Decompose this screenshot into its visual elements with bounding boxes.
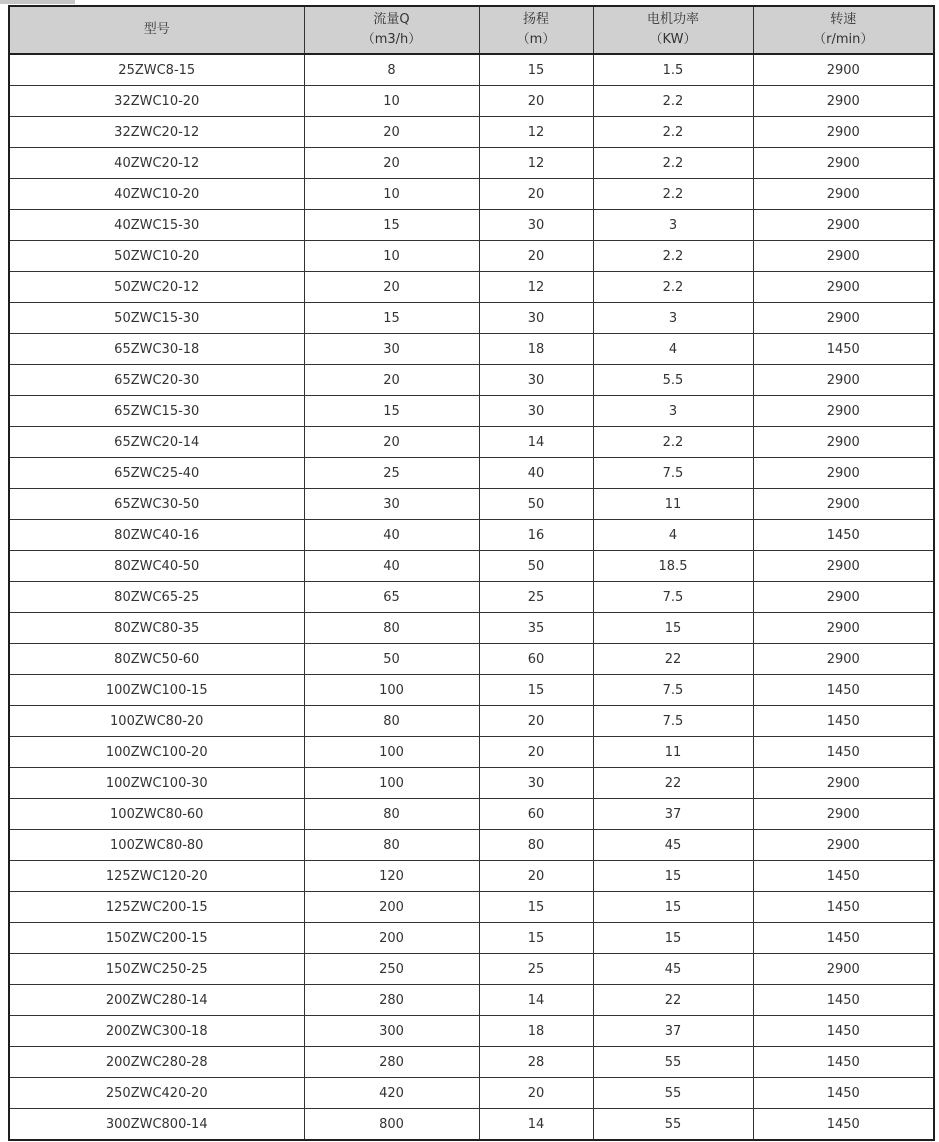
table-row <box>9 458 934 489</box>
cell-head: 80 <box>479 830 593 861</box>
cell-flow: 200 <box>304 892 479 923</box>
cell-head: 50 <box>479 489 593 520</box>
cell-power: 45 <box>593 830 753 861</box>
cell-flow: 120 <box>304 861 479 892</box>
cell-head: 40 <box>479 458 593 489</box>
cell-speed: 2900 <box>753 954 934 985</box>
cell-head: 12 <box>479 117 593 148</box>
cell-power: 18.5 <box>593 551 753 582</box>
cell-speed: 2900 <box>753 148 934 179</box>
cell-speed: 2900 <box>753 365 934 396</box>
cell-speed: 1450 <box>753 923 934 954</box>
cell-model: 25ZWC8-15 <box>9 54 304 86</box>
cell-power: 22 <box>593 985 753 1016</box>
cell-head: 60 <box>479 799 593 830</box>
header-speed-label: 转速 <box>830 12 857 27</box>
cell-head: 18 <box>479 1016 593 1047</box>
cell-model: 65ZWC15-30 <box>9 396 304 427</box>
cell-model: 250ZWC420-20 <box>9 1078 304 1109</box>
cell-power: 2.2 <box>593 117 753 148</box>
cell-model: 65ZWC20-30 <box>9 365 304 396</box>
cell-flow: 800 <box>304 1109 479 1141</box>
header-speed <box>753 6 934 54</box>
cell-flow: 10 <box>304 179 479 210</box>
cell-head: 18 <box>479 334 593 365</box>
cell-model: 40ZWC15-30 <box>9 210 304 241</box>
cell-power: 3 <box>593 210 753 241</box>
cell-flow: 30 <box>304 334 479 365</box>
cell-flow: 20 <box>304 272 479 303</box>
cell-model: 80ZWC40-50 <box>9 551 304 582</box>
cell-power: 7.5 <box>593 706 753 737</box>
cell-head: 20 <box>479 1078 593 1109</box>
cell-model: 50ZWC15-30 <box>9 303 304 334</box>
cell-model: 32ZWC10-20 <box>9 86 304 117</box>
table-row <box>9 210 934 241</box>
cell-flow: 200 <box>304 923 479 954</box>
cell-speed: 2900 <box>753 458 934 489</box>
cell-power: 55 <box>593 1047 753 1078</box>
header-flow-label: 流量Q <box>373 12 410 27</box>
cell-speed: 2900 <box>753 86 934 117</box>
cell-model: 40ZWC20-12 <box>9 148 304 179</box>
cell-power: 2.2 <box>593 427 753 458</box>
table-row <box>9 675 934 706</box>
cell-speed: 1450 <box>753 1016 934 1047</box>
table-row <box>9 334 934 365</box>
table-row <box>9 179 934 210</box>
cell-flow: 10 <box>304 241 479 272</box>
cell-flow: 10 <box>304 86 479 117</box>
top-left-artifact-strip <box>0 0 75 4</box>
table-row <box>9 117 934 148</box>
cell-model: 65ZWC30-50 <box>9 489 304 520</box>
cell-head: 20 <box>479 861 593 892</box>
header-model-label: 型号 <box>143 22 170 37</box>
cell-model: 125ZWC200-15 <box>9 892 304 923</box>
cell-model: 100ZWC80-20 <box>9 706 304 737</box>
cell-speed: 1450 <box>753 1078 934 1109</box>
cell-power: 55 <box>593 1078 753 1109</box>
table-row <box>9 1078 934 1109</box>
cell-flow: 250 <box>304 954 479 985</box>
table-row <box>9 551 934 582</box>
table-row <box>9 613 934 644</box>
cell-power: 7.5 <box>593 458 753 489</box>
table-row <box>9 54 934 86</box>
cell-model: 40ZWC10-20 <box>9 179 304 210</box>
cell-flow: 50 <box>304 644 479 675</box>
cell-head: 15 <box>479 675 593 706</box>
cell-power: 2.2 <box>593 241 753 272</box>
table-row <box>9 799 934 830</box>
table-header <box>9 6 934 54</box>
cell-head: 20 <box>479 241 593 272</box>
table-row <box>9 86 934 117</box>
header-row <box>9 6 934 54</box>
table-row <box>9 1109 934 1141</box>
cell-flow: 20 <box>304 117 479 148</box>
table-row <box>9 241 934 272</box>
table-row <box>9 489 934 520</box>
table-row <box>9 768 934 799</box>
cell-head: 12 <box>479 272 593 303</box>
cell-model: 200ZWC280-14 <box>9 985 304 1016</box>
cell-model: 150ZWC250-25 <box>9 954 304 985</box>
cell-model: 100ZWC100-15 <box>9 675 304 706</box>
cell-head: 30 <box>479 303 593 334</box>
table-row <box>9 706 934 737</box>
table-row <box>9 520 934 551</box>
cell-head: 14 <box>479 985 593 1016</box>
table-row <box>9 861 934 892</box>
cell-flow: 15 <box>304 210 479 241</box>
cell-head: 15 <box>479 892 593 923</box>
table-row <box>9 303 934 334</box>
cell-speed: 2900 <box>753 613 934 644</box>
cell-speed: 1450 <box>753 737 934 768</box>
cell-speed: 2900 <box>753 799 934 830</box>
cell-model: 200ZWC280-28 <box>9 1047 304 1078</box>
cell-power: 7.5 <box>593 675 753 706</box>
cell-flow: 280 <box>304 985 479 1016</box>
cell-head: 14 <box>479 427 593 458</box>
cell-model: 100ZWC100-20 <box>9 737 304 768</box>
cell-power: 2.2 <box>593 148 753 179</box>
table-row <box>9 365 934 396</box>
table-row <box>9 985 934 1016</box>
cell-speed: 2900 <box>753 582 934 613</box>
cell-flow: 100 <box>304 675 479 706</box>
cell-head: 25 <box>479 954 593 985</box>
cell-model: 32ZWC20-12 <box>9 117 304 148</box>
cell-speed: 2900 <box>753 210 934 241</box>
cell-flow: 80 <box>304 830 479 861</box>
table-row <box>9 737 934 768</box>
cell-head: 60 <box>479 644 593 675</box>
cell-head: 20 <box>479 706 593 737</box>
cell-flow: 40 <box>304 551 479 582</box>
cell-head: 12 <box>479 148 593 179</box>
cell-flow: 65 <box>304 582 479 613</box>
cell-model: 80ZWC50-60 <box>9 644 304 675</box>
cell-power: 15 <box>593 923 753 954</box>
cell-flow: 20 <box>304 148 479 179</box>
cell-model: 150ZWC200-15 <box>9 923 304 954</box>
cell-flow: 20 <box>304 427 479 458</box>
cell-speed: 1450 <box>753 985 934 1016</box>
cell-flow: 80 <box>304 799 479 830</box>
cell-model: 65ZWC25-40 <box>9 458 304 489</box>
cell-head: 15 <box>479 923 593 954</box>
cell-flow: 8 <box>304 54 479 86</box>
cell-power: 5.5 <box>593 365 753 396</box>
cell-flow: 280 <box>304 1047 479 1078</box>
cell-flow: 100 <box>304 768 479 799</box>
cell-head: 30 <box>479 396 593 427</box>
cell-head: 15 <box>479 54 593 86</box>
cell-speed: 1450 <box>753 334 934 365</box>
header-head-label: 扬程 <box>522 12 549 27</box>
cell-head: 35 <box>479 613 593 644</box>
cell-model: 100ZWC80-80 <box>9 830 304 861</box>
cell-speed: 2900 <box>753 830 934 861</box>
cell-power: 22 <box>593 768 753 799</box>
cell-flow: 15 <box>304 303 479 334</box>
table-row <box>9 272 934 303</box>
cell-head: 16 <box>479 520 593 551</box>
cell-flow: 25 <box>304 458 479 489</box>
cell-speed: 2900 <box>753 768 934 799</box>
cell-model: 50ZWC10-20 <box>9 241 304 272</box>
cell-model: 80ZWC65-25 <box>9 582 304 613</box>
cell-flow: 20 <box>304 365 479 396</box>
cell-power: 2.2 <box>593 179 753 210</box>
cell-flow: 300 <box>304 1016 479 1047</box>
cell-head: 20 <box>479 737 593 768</box>
cell-flow: 420 <box>304 1078 479 1109</box>
cell-model: 100ZWC80-60 <box>9 799 304 830</box>
cell-model: 80ZWC40-16 <box>9 520 304 551</box>
cell-power: 15 <box>593 892 753 923</box>
cell-speed: 2900 <box>753 551 934 582</box>
cell-speed: 1450 <box>753 1047 934 1078</box>
cell-power: 3 <box>593 303 753 334</box>
cell-power: 15 <box>593 861 753 892</box>
cell-head: 20 <box>479 179 593 210</box>
cell-head: 20 <box>479 86 593 117</box>
table-row <box>9 954 934 985</box>
header-head-unit: （m） <box>516 32 556 47</box>
cell-speed: 2900 <box>753 54 934 86</box>
cell-power: 4 <box>593 334 753 365</box>
header-speed-unit: （r/min） <box>813 32 874 47</box>
cell-power: 37 <box>593 799 753 830</box>
cell-speed: 1450 <box>753 892 934 923</box>
cell-model: 125ZWC120-20 <box>9 861 304 892</box>
cell-power: 1.5 <box>593 54 753 86</box>
cell-model: 200ZWC300-18 <box>9 1016 304 1047</box>
cell-head: 30 <box>479 768 593 799</box>
cell-speed: 2900 <box>753 179 934 210</box>
header-flow <box>304 6 479 54</box>
cell-speed: 1450 <box>753 520 934 551</box>
cell-head: 30 <box>479 365 593 396</box>
cell-power: 37 <box>593 1016 753 1047</box>
cell-power: 2.2 <box>593 86 753 117</box>
header-power-unit: （KW） <box>649 32 697 47</box>
cell-flow: 80 <box>304 613 479 644</box>
header-flow-unit: （m3/h） <box>361 32 422 47</box>
table-row <box>9 923 934 954</box>
cell-model: 100ZWC100-30 <box>9 768 304 799</box>
header-model <box>9 6 304 54</box>
table-row <box>9 1047 934 1078</box>
table-row <box>9 427 934 458</box>
cell-flow: 80 <box>304 706 479 737</box>
cell-model: 65ZWC20-14 <box>9 427 304 458</box>
cell-power: 55 <box>593 1109 753 1141</box>
cell-power: 11 <box>593 737 753 768</box>
cell-power: 45 <box>593 954 753 985</box>
cell-speed: 2900 <box>753 644 934 675</box>
cell-flow: 30 <box>304 489 479 520</box>
pump-spec-table <box>8 5 935 1141</box>
cell-speed: 1450 <box>753 861 934 892</box>
cell-model: 65ZWC30-18 <box>9 334 304 365</box>
cell-head: 50 <box>479 551 593 582</box>
table-row <box>9 396 934 427</box>
cell-power: 22 <box>593 644 753 675</box>
cell-model: 300ZWC800-14 <box>9 1109 304 1141</box>
cell-speed: 2900 <box>753 427 934 458</box>
cell-power: 3 <box>593 396 753 427</box>
cell-model: 80ZWC80-35 <box>9 613 304 644</box>
cell-power: 15 <box>593 613 753 644</box>
cell-flow: 15 <box>304 396 479 427</box>
cell-power: 7.5 <box>593 582 753 613</box>
cell-speed: 2900 <box>753 117 934 148</box>
table-body <box>9 54 934 1140</box>
cell-speed: 2900 <box>753 489 934 520</box>
cell-speed: 2900 <box>753 396 934 427</box>
cell-model: 50ZWC20-12 <box>9 272 304 303</box>
table-row <box>9 892 934 923</box>
table-row <box>9 830 934 861</box>
cell-speed: 1450 <box>753 675 934 706</box>
header-power <box>593 6 753 54</box>
cell-speed: 2900 <box>753 241 934 272</box>
cell-head: 30 <box>479 210 593 241</box>
cell-speed: 2900 <box>753 272 934 303</box>
cell-head: 28 <box>479 1047 593 1078</box>
cell-head: 14 <box>479 1109 593 1141</box>
table-row <box>9 148 934 179</box>
table-row <box>9 582 934 613</box>
table-row <box>9 1016 934 1047</box>
cell-speed: 1450 <box>753 706 934 737</box>
cell-power: 4 <box>593 520 753 551</box>
cell-speed: 1450 <box>753 1109 934 1141</box>
header-head <box>479 6 593 54</box>
cell-power: 2.2 <box>593 272 753 303</box>
header-power-label: 电机功率 <box>646 12 699 27</box>
cell-speed: 2900 <box>753 303 934 334</box>
cell-power: 11 <box>593 489 753 520</box>
cell-head: 25 <box>479 582 593 613</box>
table-row <box>9 644 934 675</box>
cell-flow: 40 <box>304 520 479 551</box>
cell-flow: 100 <box>304 737 479 768</box>
